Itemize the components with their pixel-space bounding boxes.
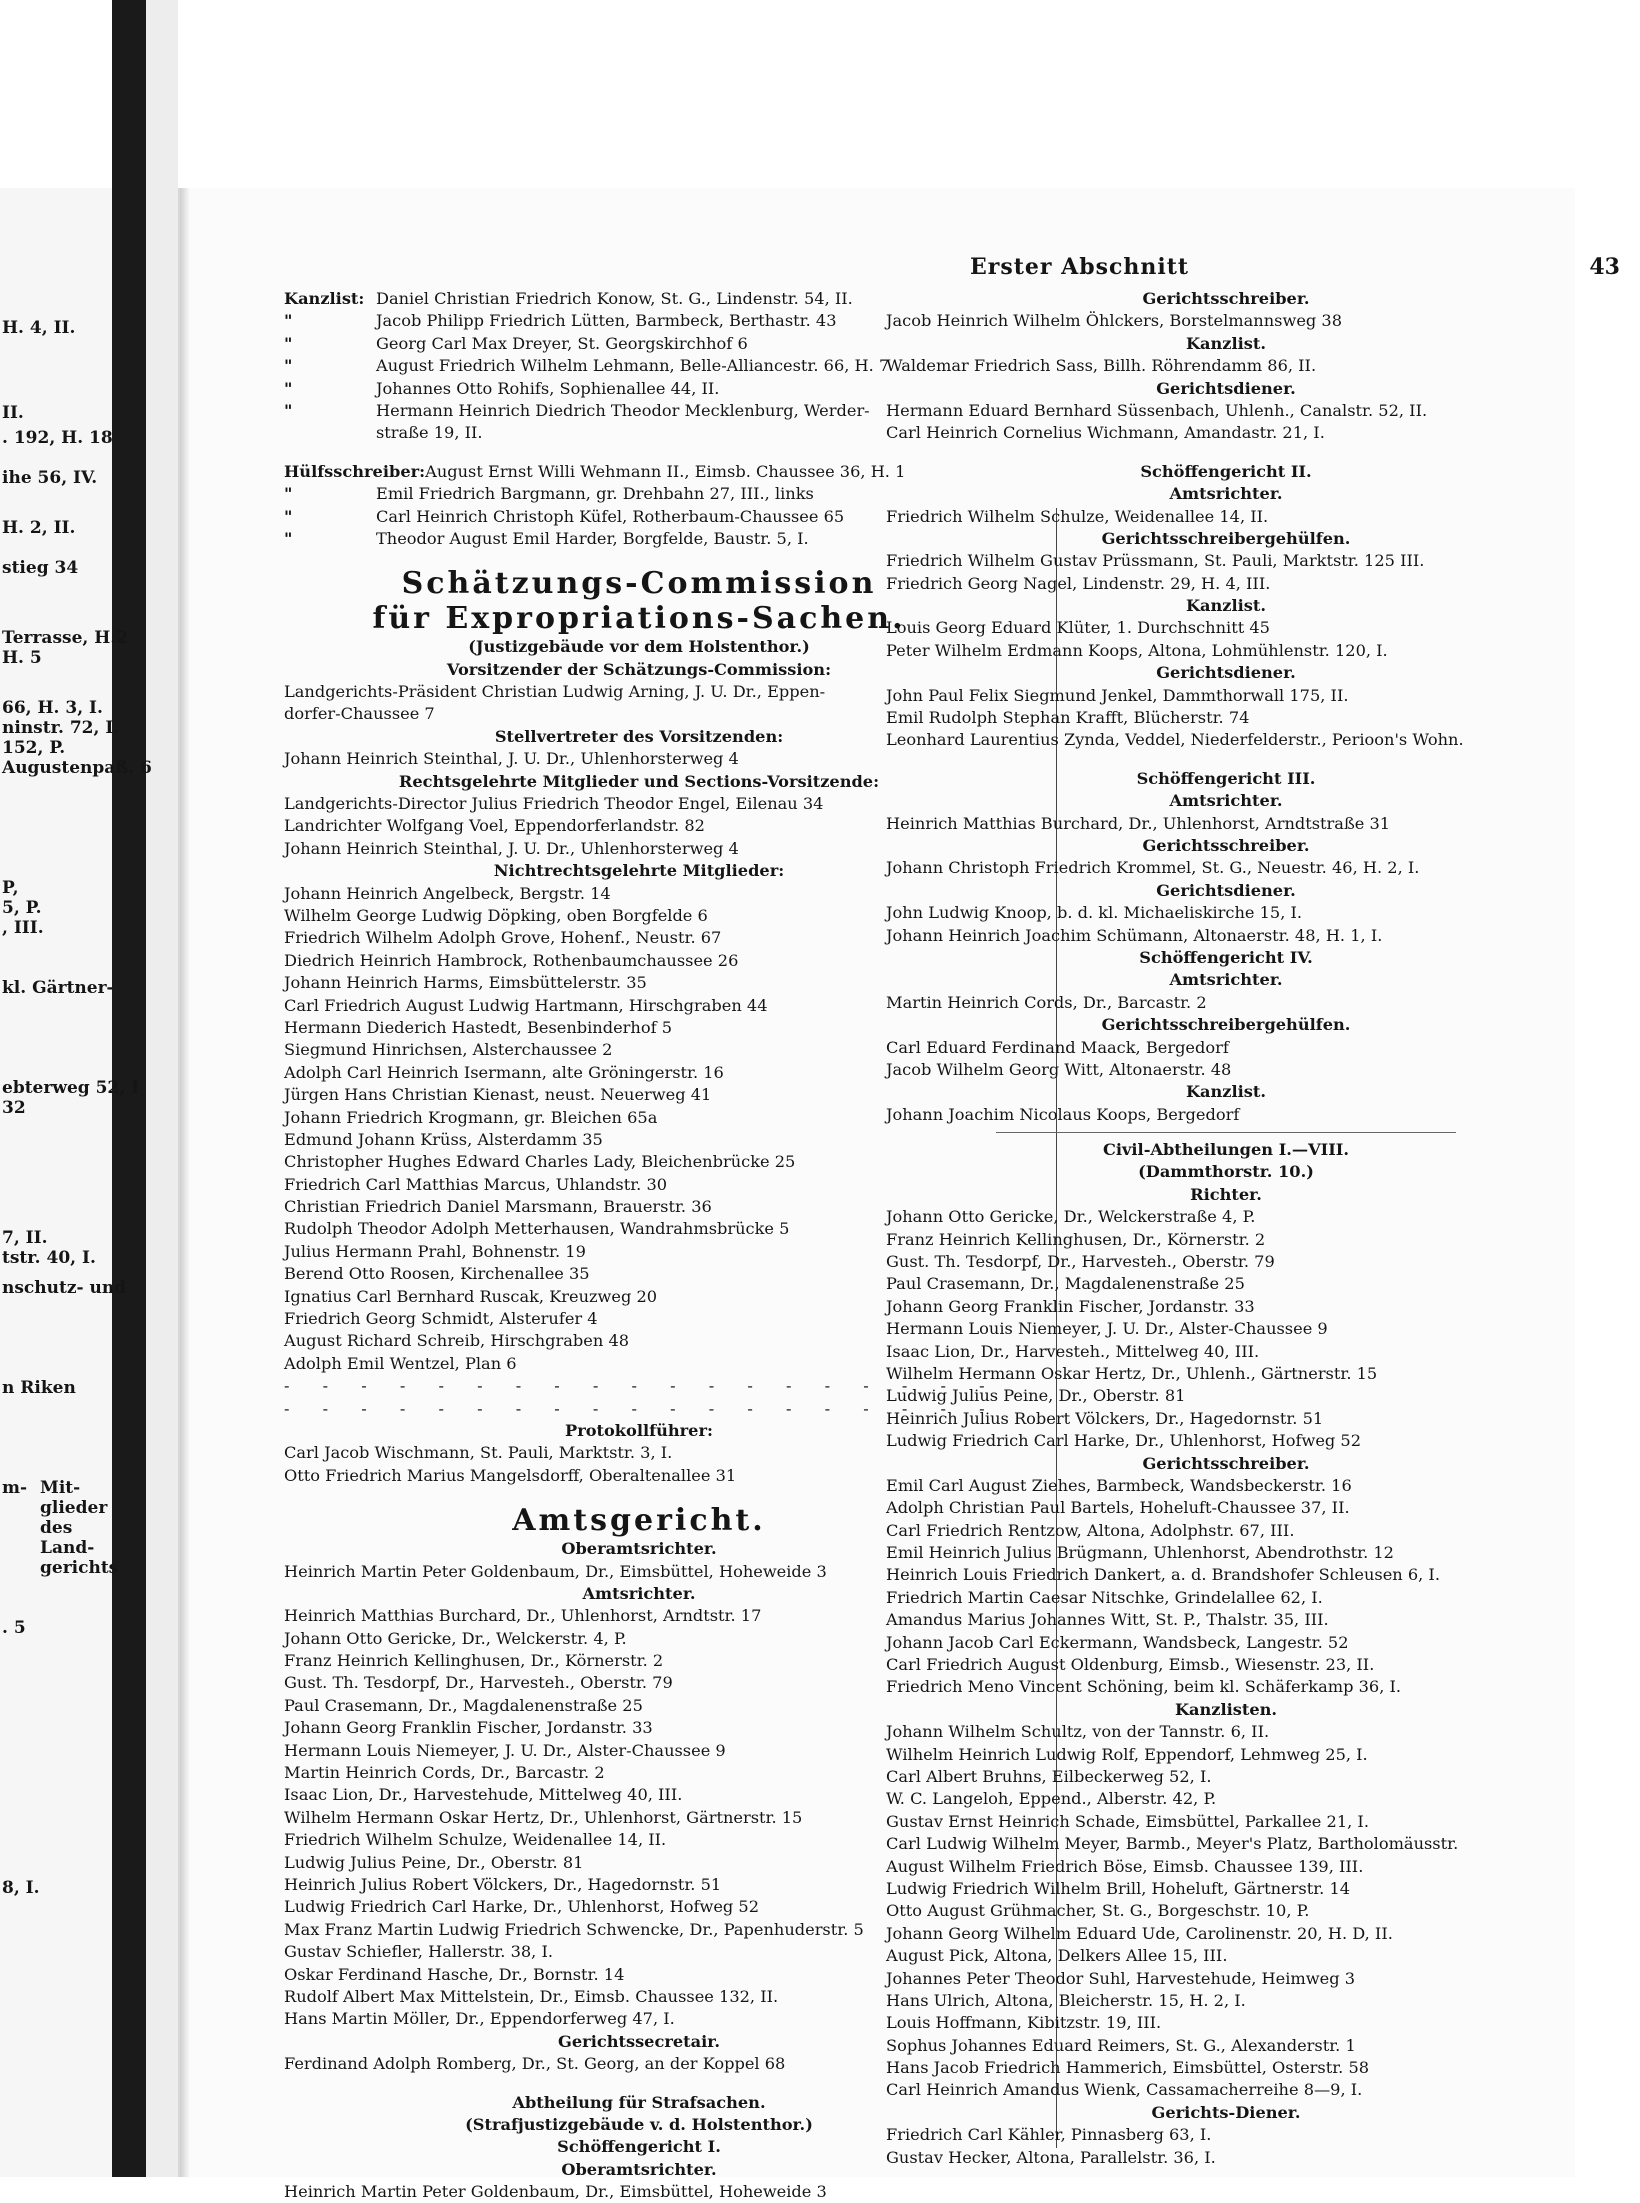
- entry-text: dorfer-Chaussee 7: [284, 704, 435, 724]
- entry-label: ": [284, 356, 293, 376]
- subheading: Kanzlist.: [1185, 333, 1267, 353]
- entry-text: W. C. Langeloh, Eppend., Alberstr. 42, P.: [886, 1789, 1217, 1809]
- entry-text: Heinrich Martin Peter Goldenbaum, Dr., Eimsbüttel, Hoheweide 3: [284, 2182, 827, 2202]
- spacer: [886, 752, 1566, 768]
- entry-text: Martin Heinrich Cords, Dr., Barcastr. 2: [284, 1763, 605, 1783]
- entry-label: ": [284, 528, 293, 548]
- entry-text: August Ernst Willi Wehmann II., Eimsb. Chaussee 36, H. 1: [425, 461, 906, 481]
- entry-text: Friedrich Martin Caesar Nitschke, Grindelallee 62, I.: [886, 1587, 1323, 1607]
- entry-text: Johann Friedrich Krogmann, gr. Bleichen 65a: [284, 1107, 658, 1127]
- entry-text: Carl Friedrich August Oldenburg, Eimsb., Wiesenstr. 23, II.: [886, 1655, 1375, 1675]
- entry-text: Carl Heinrich Christoph Küfel, Rotherbaum-Chaussee 65: [376, 506, 845, 526]
- entry-line: [886, 857, 1566, 879]
- entry-text: Hans Jacob Friedrich Hammerich, Eimsbüttel, Osterstr. 58: [886, 2058, 1370, 2078]
- entry-label: Kanzlist:: [284, 289, 365, 308]
- entry-text: Louis Hoffmann, Kibitzstr. 19, III.: [886, 2013, 1162, 2033]
- entry-text: Gustav Ernst Heinrich Schade, Eimsbüttel, Parkallee 21, I.: [886, 1811, 1369, 1831]
- right-column: [886, 288, 1566, 2169]
- section-heading: Schätzungs-Commission: [401, 566, 877, 602]
- entry-text: Carl Ludwig Wilhelm Meyer, Barmb., Meyer's Platz, Bartholomäusstr.: [886, 1834, 1459, 1854]
- entry-text: Carl Jacob Wischmann, St. Pauli, Marktstr. 3, I.: [284, 1443, 673, 1463]
- entry-line: [886, 1273, 1566, 1295]
- entry-line: [886, 550, 1566, 572]
- entry-line: [886, 2035, 1566, 2057]
- entry-line: [886, 400, 1566, 422]
- entry-text: Carl Friedrich August Ludwig Hartmann, Hirschgraben 44: [284, 995, 768, 1015]
- entry-line: [886, 902, 1566, 924]
- entry-text: Edmund Johann Krüss, Alsterdamm 35: [284, 1129, 603, 1149]
- entry-text: Emil Friedrich Bargmann, gr. Drehbahn 27, III., links: [376, 484, 814, 504]
- entry-line: [886, 1408, 1566, 1430]
- entry-text: Diedrich Heinrich Hambrock, Rothenbaumchaussee 26: [284, 950, 739, 970]
- left-page-text: H. 4, II.: [2, 318, 76, 338]
- entry-text: Jürgen Hans Christian Kienast, neust. Neuerweg 41: [284, 1085, 712, 1105]
- entry-text: Theodor August Emil Harder, Borgfelde, Baustr. 5, I.: [376, 528, 809, 548]
- entry-text: Emil Rudolph Stephan Krafft, Blücherstr. 74: [886, 708, 1250, 728]
- left-page-text: ebterweg 52, I: [2, 1078, 140, 1098]
- entry-text: Christian Friedrich Daniel Marsmann, Brauerstr. 36: [284, 1197, 712, 1217]
- entry-text: Johann Wilhelm Schultz, von der Tannstr. 6, II.: [886, 1722, 1270, 1742]
- subheading: Abtheilung für Strafsachen.: [512, 2092, 766, 2112]
- entry-text: Landgerichts-Präsident Christian Ludwig Arning, J. U. Dr., Eppen-: [284, 682, 826, 702]
- entry-text: Johann Heinrich Steinthal, J. U. Dr., Uhlenhorsterweg 4: [284, 749, 739, 769]
- subheading: Gerichtsdiener.: [1156, 378, 1296, 398]
- entry-text: Jacob Heinrich Wilhelm Öhlckers, Borstelmannsweg 38: [886, 311, 1343, 331]
- left-page-text: H. 5: [2, 648, 42, 668]
- entry-line: [886, 2079, 1566, 2101]
- entry-line: [886, 1564, 1566, 1586]
- entry-text: Johann Heinrich Joachim Schümann, Altonaerstr. 48, H. 1, I.: [886, 925, 1383, 945]
- subheading: Oberamtsrichter.: [561, 2159, 717, 2179]
- subheading: Gerichtsschreibergehülfen.: [1101, 528, 1351, 548]
- entry-text: Wilhelm Heinrich Ludwig Rolf, Eppendorf, Lehmweg 25, I.: [886, 1744, 1368, 1764]
- entry-line: [886, 1341, 1566, 1363]
- entry-text: Franz Heinrich Kellinghusen, Dr., Körnerstr. 2: [284, 1651, 664, 1671]
- left-page-text: Mit-: [40, 1478, 81, 1498]
- subheading: Gerichtsschreiber.: [1142, 289, 1310, 308]
- left-page-text: P,: [2, 878, 19, 898]
- entry-line: [886, 2012, 1566, 2034]
- entry-line: [886, 1587, 1566, 1609]
- entry-text: Heinrich Matthias Burchard, Dr., Uhlenhorst, Arndtstraße 31: [886, 813, 1391, 833]
- entry-line: [886, 1318, 1566, 1340]
- entry-text: Hans Martin Möller, Dr., Eppendorferweg 47, I.: [284, 2009, 675, 2029]
- entry-line: [886, 1654, 1566, 1676]
- entry-line: [886, 1206, 1566, 1228]
- subheading: Gerichtssecretair.: [558, 2031, 720, 2051]
- entry-line: [886, 1609, 1566, 1631]
- entry-text: Leonhard Laurentius Zynda, Veddel, Niederfelderstr., Perioon's Wohn.: [886, 730, 1464, 750]
- left-page-text: . 192, H. 18: [2, 428, 113, 448]
- subheading: Amtsrichter.: [582, 1583, 696, 1603]
- entry-text: Johann Heinrich Angelbeck, Bergstr. 14: [284, 883, 611, 903]
- entry-text: Hermann Heinrich Diedrich Theodor Mecklenburg, Werder-: [376, 400, 870, 420]
- section-heading: für Expropriations-Sachen.: [372, 601, 906, 637]
- entry-text: Louis Georg Eduard Klüter, 1. Durchschnitt 45: [886, 618, 1270, 638]
- left-page-text: . 5: [2, 1618, 26, 1638]
- dash-line: - - - - - - - - - - - - - - - - - - -: [284, 1398, 999, 1418]
- entry-text: Hermann Louis Niemeyer, J. U. Dr., Alster-Chaussee 9: [284, 1740, 726, 1760]
- subheading: Oberamtsrichter.: [561, 1539, 717, 1559]
- left-page-text: 152, P.: [2, 738, 66, 758]
- entry-text: Rudolph Theodor Adolph Metterhausen, Wandrahmsbrücke 5: [284, 1219, 790, 1239]
- entry-text: Friedrich Meno Vincent Schöning, beim kl. Schäferkamp 36, I.: [886, 1677, 1402, 1697]
- entry-text: Friedrich Wilhelm Gustav Prüssmann, St. Pauli, Marktstr. 125 III.: [886, 551, 1425, 571]
- entry-text: Wilhelm Hermann Oskar Hertz, Dr., Uhlenh., Gärtnerstr. 15: [886, 1363, 1378, 1383]
- entry-text: Adolph Carl Heinrich Isermann, alte Gröningerstr. 16: [284, 1062, 724, 1082]
- entry-line: [886, 1296, 1566, 1318]
- subheading: Schöffengericht I.: [557, 2137, 721, 2157]
- entry-text: John Ludwig Knoop, b. d. kl. Michaeliskirche 15, I.: [886, 903, 1303, 923]
- entry-text: Jacob Wilhelm Georg Witt, Altonaerstr. 48: [886, 1059, 1232, 1079]
- entry-line: [886, 685, 1566, 707]
- subheading: Protokollführer:: [565, 1420, 713, 1440]
- entry-text: Friedrich Georg Schmidt, Alsterufer 4: [284, 1309, 598, 1329]
- entry-line: [886, 1766, 1566, 1788]
- dash-line: - - - - - - - - - - - - - - - - - - -: [284, 1376, 999, 1396]
- entry-line: [886, 1676, 1566, 1698]
- entry-line: [886, 1385, 1566, 1407]
- entry-line: [886, 1430, 1566, 1452]
- document-page: [178, 188, 1620, 2202]
- entry-text: Gustav Hecker, Altona, Parallelstr. 36, I.: [886, 2147, 1216, 2167]
- entry-line: [886, 1104, 1566, 1126]
- entry-text: Paul Crasemann, Dr., Magdalenenstraße 25: [886, 1274, 1245, 1294]
- subheading: Gerichtsdiener.: [1156, 880, 1296, 900]
- entry-text: Emil Carl August Ziehes, Barmbeck, Wandsbeckerstr. 16: [886, 1475, 1352, 1495]
- entry-text: Ludwig Friedrich Wilhelm Brill, Hoheluft, Gärtnerstr. 14: [886, 1878, 1351, 1898]
- entry-text: August Richard Schreib, Hirschgraben 48: [284, 1331, 630, 1351]
- entry-text: Rudolf Albert Max Mittelstein, Dr., Eimsb. Chaussee 132, II.: [284, 1986, 779, 2006]
- entry-line: [886, 1632, 1566, 1654]
- entry-text: John Paul Felix Siegmund Jenkel, Dammthorwall 175, II.: [886, 685, 1349, 705]
- left-page-text: 7, II.: [2, 1228, 48, 1248]
- subheading: (Dammthorstr. 10.): [1138, 1162, 1314, 1182]
- section-heading: Amtsgericht.: [512, 1503, 766, 1539]
- entry-line: [886, 2124, 1566, 2146]
- left-page-text: ninstr. 72, I.: [2, 718, 120, 738]
- left-page-text: gerichts: [40, 1558, 119, 1578]
- entry-text: Sophus Johannes Eduard Reimers, St. G., Alexanderstr. 1: [886, 2035, 1356, 2055]
- subheading: Gerichts-Diener.: [1151, 2102, 1301, 2122]
- entry-text: Carl Heinrich Amandus Wienk, Cassamacherreihe 8—9, I.: [886, 2080, 1363, 2100]
- entry-text: Waldemar Friedrich Sass, Billh. Röhrendamm 86, II.: [886, 356, 1317, 376]
- entry-text: Isaac Lion, Dr., Harvestehude, Mittelweg 40, III.: [284, 1785, 683, 1805]
- left-page-text: Land-: [40, 1538, 95, 1558]
- entry-label: ": [284, 506, 293, 526]
- subheading: Gerichtsschreiber.: [1142, 835, 1310, 855]
- entry-text: Ludwig Julius Peine, Dr., Oberstr. 81: [886, 1386, 1186, 1406]
- entry-label: ": [284, 333, 293, 353]
- entry-line: [886, 640, 1566, 662]
- left-page-text: 8, I.: [2, 1878, 40, 1898]
- entry-text: Gustav Schiefler, Hallerstr. 38, I.: [284, 1942, 554, 1962]
- entry-line: [886, 422, 1566, 444]
- entry-text: Johannes Peter Theodor Suhl, Harvestehude, Heimweg 3: [886, 1968, 1356, 1988]
- subheading: Kanzlist.: [1185, 596, 1267, 616]
- subheading: Richter.: [1190, 1184, 1262, 1204]
- entry-text: Hermann Diederich Hastedt, Besenbinderhof 5: [284, 1017, 673, 1037]
- entry-text: Wilhelm George Ludwig Döpking, oben Borgfelde 6: [284, 905, 708, 925]
- entry-line: [886, 992, 1566, 1014]
- entry-text: Daniel Christian Friedrich Konow, St. G., Lindenstr. 54, II.: [376, 289, 853, 308]
- entry-text: Georg Carl Max Dreyer, St. Georgskirchhof 6: [376, 333, 748, 353]
- entry-label: ": [284, 484, 293, 504]
- entry-line: [886, 1251, 1566, 1273]
- entry-text: Friedrich Wilhelm Schulze, Weidenallee 14, II.: [886, 506, 1269, 526]
- entry-text: Julius Hermann Prahl, Bohnenstr. 19: [284, 1241, 586, 1261]
- subheading: Gerichtsdiener.: [1156, 663, 1296, 683]
- entry-text: Ignatius Carl Bernhard Ruscak, Kreuzweg 20: [284, 1286, 658, 1306]
- spacer: [886, 445, 1566, 461]
- left-page-text: tstr. 40, I.: [2, 1248, 96, 1268]
- entry-text: Heinrich Martin Peter Goldenbaum, Dr., Eimsbüttel, Hoheweide 3: [284, 1561, 827, 1581]
- entry-line: [886, 1363, 1566, 1385]
- entry-text: Carl Friedrich Rentzow, Altona, Adolphstr. 67, III.: [886, 1520, 1295, 1540]
- entry-line: [886, 1878, 1566, 1900]
- subheading: Nichtrechtsgelehrte Mitglieder:: [493, 861, 785, 881]
- entry-text: Gust. Th. Tesdorpf, Dr., Harvesteh., Oberstr. 79: [886, 1252, 1275, 1272]
- entry-text: Johann Heinrich Steinthal, J. U. Dr., Uhlenhorsterweg 4: [284, 838, 739, 858]
- entry-text: Hans Ulrich, Altona, Bleicherstr. 15, H. 2, I.: [886, 1990, 1246, 2010]
- left-page-text: ihe 56, IV.: [2, 468, 98, 488]
- entry-text: Johann Joachim Nicolaus Koops, Bergedorf: [886, 1104, 1240, 1124]
- entry-line: [886, 1037, 1566, 1059]
- entry-text: Hermann Eduard Bernhard Süssenbach, Uhlenh., Canalstr. 52, II.: [886, 400, 1428, 420]
- entry-line: [886, 1856, 1566, 1878]
- left-page-text: 66, H. 3, I.: [2, 698, 103, 718]
- page-gutter: [146, 0, 178, 2177]
- subheading: Kanzlist.: [1185, 1082, 1267, 1102]
- entry-text: Berend Otto Roosen, Kirchenallee 35: [284, 1264, 590, 1284]
- entry-text: Carl Albert Bruhns, Eilbeckerweg 52, I.: [886, 1767, 1212, 1786]
- entry-text: Gust. Th. Tesdorpf, Dr., Harvesteh., Oberstr. 79: [284, 1673, 673, 1693]
- entry-text: Friedrich Carl Matthias Marcus, Uhlandstr. 30: [284, 1174, 668, 1194]
- entry-line: [886, 617, 1566, 639]
- entry-line: [886, 1900, 1566, 1922]
- entry-text: Otto August Grühmacher, St. G., Borgeschstr. 10, P.: [886, 1901, 1310, 1921]
- entry-text: Johann Otto Gericke, Dr., Welckerstraße 4, P.: [886, 1207, 1256, 1227]
- entry-line: [284, 2181, 994, 2203]
- entry-text: Johann Heinrich Harms, Eimsbüttelerstr. 35: [284, 973, 647, 993]
- subheading: Gerichtsschreibergehülfen.: [1101, 1015, 1351, 1035]
- entry-line: [886, 1945, 1566, 1967]
- left-page-text: II.: [2, 403, 24, 423]
- subheading: Gerichtsschreiber.: [1142, 1453, 1310, 1473]
- entry-line: [886, 1744, 1566, 1766]
- entry-line: [886, 925, 1566, 947]
- entry-text: Landrichter Wolfgang Voel, Eppendorferlandstr. 82: [284, 816, 705, 836]
- entry-text: Martin Heinrich Cords, Dr., Barcastr. 2: [886, 992, 1207, 1012]
- entry-text: Johann Georg Wilhelm Eduard Ude, Carolinenstr. 20, H. D, II.: [886, 1923, 1393, 1943]
- entry-text: August Wilhelm Friedrich Böse, Eimsb. Chaussee 139, III.: [886, 1856, 1364, 1876]
- entry-text: Johann Otto Gericke, Dr., Welckerstr. 4, P.: [284, 1628, 627, 1648]
- entry-text: Oskar Ferdinand Hasche, Dr., Bornstr. 14: [284, 1964, 625, 1984]
- running-title: Erster Abschnitt: [970, 254, 1190, 280]
- section-rule: [996, 1132, 1456, 1133]
- left-page-text: 5, P.: [2, 898, 42, 918]
- entry-text: Ferdinand Adolph Romberg, Dr., St. Georg, an der Koppel 68: [284, 2054, 786, 2074]
- entry-text: Johann Jacob Carl Eckermann, Wandsbeck, Langestr. 52: [886, 1632, 1349, 1652]
- entry-text: Franz Heinrich Kellinghusen, Dr., Körnerstr. 2: [886, 1229, 1266, 1249]
- entry-text: Friedrich Wilhelm Schulze, Weidenallee 14, II.: [284, 1830, 667, 1850]
- entry-line: [886, 729, 1566, 751]
- entry-text: Isaac Lion, Dr., Harvesteh., Mittelweg 40, III.: [886, 1341, 1260, 1361]
- entry-text: Carl Eduard Ferdinand Maack, Bergedorf: [886, 1037, 1229, 1057]
- entry-text: Emil Heinrich Julius Brügmann, Uhlenhorst, Abendrothstr. 12: [886, 1543, 1394, 1563]
- entry-text: Ludwig Friedrich Carl Harke, Dr., Uhlenhorst, Hofweg 52: [284, 1897, 760, 1917]
- entry-text: Heinrich Julius Robert Völckers, Dr., Hagedornstr. 51: [886, 1408, 1324, 1428]
- left-page-text: des: [40, 1518, 73, 1538]
- entry-line: [886, 355, 1566, 377]
- entry-line: [886, 2057, 1566, 2079]
- entry-text: Christopher Hughes Edward Charles Lady, Bleichenbrücke 25: [284, 1152, 796, 1172]
- entry-text: Peter Wilhelm Erdmann Koops, Altona, Lohmühlenstr. 120, I.: [886, 640, 1388, 660]
- left-page-text: m-: [2, 1478, 28, 1498]
- entry-text: Jacob Philipp Friedrich Lütten, Barmbeck, Berthastr. 43: [376, 311, 837, 331]
- entry-line: [886, 1059, 1566, 1081]
- entry-text: Otto Friedrich Marius Mangelsdorff, Oberaltenallee 31: [284, 1465, 737, 1485]
- entry-line: [886, 1520, 1566, 1542]
- page-fold-shadow: [180, 188, 190, 2177]
- left-page-text: n Riken: [2, 1378, 76, 1398]
- entry-line: [886, 1990, 1566, 2012]
- entry-text: August Pick, Altona, Delkers Allee 15, III.: [886, 1946, 1228, 1966]
- left-page-text: Augustenpaß. 6: [2, 758, 152, 778]
- left-page-text: glieder: [40, 1498, 108, 1518]
- entry-text: Johannes Otto Rohifs, Sophienallee 44, II.: [376, 378, 720, 398]
- entry-label: ": [284, 311, 293, 331]
- subheading: Rechtsgelehrte Mitglieder und Sections-Vorsitzende:: [398, 771, 880, 791]
- page-header: [970, 254, 1640, 284]
- entry-line: [886, 707, 1566, 729]
- entry-line: [886, 1968, 1566, 1990]
- entry-line: [886, 2147, 1566, 2169]
- left-page-text: H. 2, II.: [2, 518, 76, 538]
- entry-text: Paul Crasemann, Dr., Magdalenenstraße 25: [284, 1695, 643, 1715]
- entry-line: [886, 1542, 1566, 1564]
- entry-text: Hermann Louis Niemeyer, J. U. Dr., Alster-Chaussee 9: [886, 1319, 1328, 1339]
- subheading: (Justizgebäude vor dem Holstenthor.): [468, 637, 810, 657]
- subheading: (Strafjustizgebäude v. d. Holstenthor.): [465, 2114, 813, 2134]
- left-page-text: 32: [2, 1098, 26, 1118]
- entry-text: Friedrich Georg Nagel, Lindenstr. 29, H. 4, III.: [886, 573, 1271, 593]
- entry-text: straße 19, II.: [376, 423, 483, 443]
- left-page-text: stieg 34: [2, 558, 79, 578]
- entry-text: Amandus Marius Johannes Witt, St. P., Thalstr. 35, III.: [886, 1610, 1329, 1630]
- subheading: Amtsrichter.: [1169, 791, 1283, 811]
- entry-label: Hülfsschreiber:: [284, 461, 426, 481]
- entry-line: [886, 1229, 1566, 1251]
- entry-line: [886, 310, 1566, 332]
- entry-line: [886, 813, 1566, 835]
- entry-line: [886, 1833, 1566, 1855]
- entry-text: August Friedrich Wilhelm Lehmann, Belle-Alliancestr. 66, H. 7: [376, 356, 890, 376]
- entry-line: [886, 1475, 1566, 1497]
- entry-text: Adolph Emil Wentzel, Plan 6: [284, 1353, 517, 1373]
- left-page-text: nschutz- und: [2, 1278, 127, 1298]
- left-page-text: kl. Gärtner-: [2, 978, 114, 998]
- entry-label: ": [284, 378, 293, 398]
- subheading: Vorsitzender der Schätzungs-Commission:: [446, 659, 832, 679]
- entry-line: [886, 1923, 1566, 1945]
- entry-line: [886, 573, 1566, 595]
- entry-text: Johann Christoph Friedrich Krommel, St. G., Neuestr. 46, H. 2, I.: [886, 858, 1420, 878]
- entry-text: Siegmund Hinrichsen, Alsterchaussee 2: [284, 1040, 613, 1060]
- entry-line: [886, 1721, 1566, 1743]
- entry-line: [886, 506, 1566, 528]
- subheading: Stellvertreter des Vorsitzenden:: [494, 726, 784, 746]
- subheading: Schöffengericht III.: [1136, 768, 1316, 788]
- entry-text: Ludwig Julius Peine, Dr., Oberstr. 81: [284, 1852, 584, 1872]
- subheading: Amtsrichter.: [1169, 484, 1283, 504]
- left-page-text: , III.: [2, 918, 44, 938]
- entry-text: Johann Georg Franklin Fischer, Jordanstr. 33: [886, 1296, 1255, 1316]
- entry-text: Landgerichts-Director Julius Friedrich Theodor Engel, Eilenau 34: [284, 794, 824, 814]
- subheading: Amtsrichter.: [1169, 970, 1283, 990]
- entry-text: Johann Georg Franklin Fischer, Jordanstr. 33: [284, 1718, 653, 1738]
- entry-text: Friedrich Carl Kähler, Pinnasberg 63, I.: [886, 2125, 1212, 2145]
- entry-text: Heinrich Matthias Burchard, Dr., Uhlenhorst, Arndtstr. 17: [284, 1606, 762, 1626]
- subheading: Schöffengericht IV.: [1139, 947, 1313, 967]
- subheading: Schöffengericht II.: [1140, 461, 1312, 481]
- left-page-text: Terrasse, H.2: [2, 628, 129, 648]
- entry-line: [886, 1788, 1566, 1810]
- entry-text: Wilhelm Hermann Oskar Hertz, Dr., Uhlenhorst, Gärtnerstr. 15: [284, 1807, 803, 1827]
- entry-text: Friedrich Wilhelm Adolph Grove, Hohenf., Neustr. 67: [284, 928, 722, 948]
- left-page-fragment: [0, 188, 152, 2177]
- entry-text: Adolph Christian Paul Bartels, Hoheluft-Chaussee 37, II.: [886, 1498, 1350, 1518]
- page-number: 43: [1589, 254, 1620, 280]
- subheading: Civil-Abtheilungen I.—VIII.: [1102, 1140, 1350, 1160]
- entry-text: Max Franz Martin Ludwig Friedrich Schwencke, Dr., Papenhuderstr. 5: [284, 1919, 864, 1939]
- entry-label: ": [284, 400, 293, 420]
- entry-text: Ludwig Friedrich Carl Harke, Dr., Uhlenhorst, Hofweg 52: [886, 1431, 1362, 1451]
- entry-text: Carl Heinrich Cornelius Wichmann, Amandastr. 21, I.: [886, 423, 1325, 443]
- entry-line: [886, 1811, 1566, 1833]
- entry-text: Heinrich Julius Robert Völckers, Dr., Hagedornstr. 51: [284, 1875, 722, 1894]
- entry-text: Heinrich Louis Friedrich Dankert, a. d. Brandshofer Schleusen 6, I.: [886, 1565, 1440, 1585]
- entry-line: [886, 1497, 1566, 1519]
- subheading: Kanzlisten.: [1174, 1699, 1278, 1719]
